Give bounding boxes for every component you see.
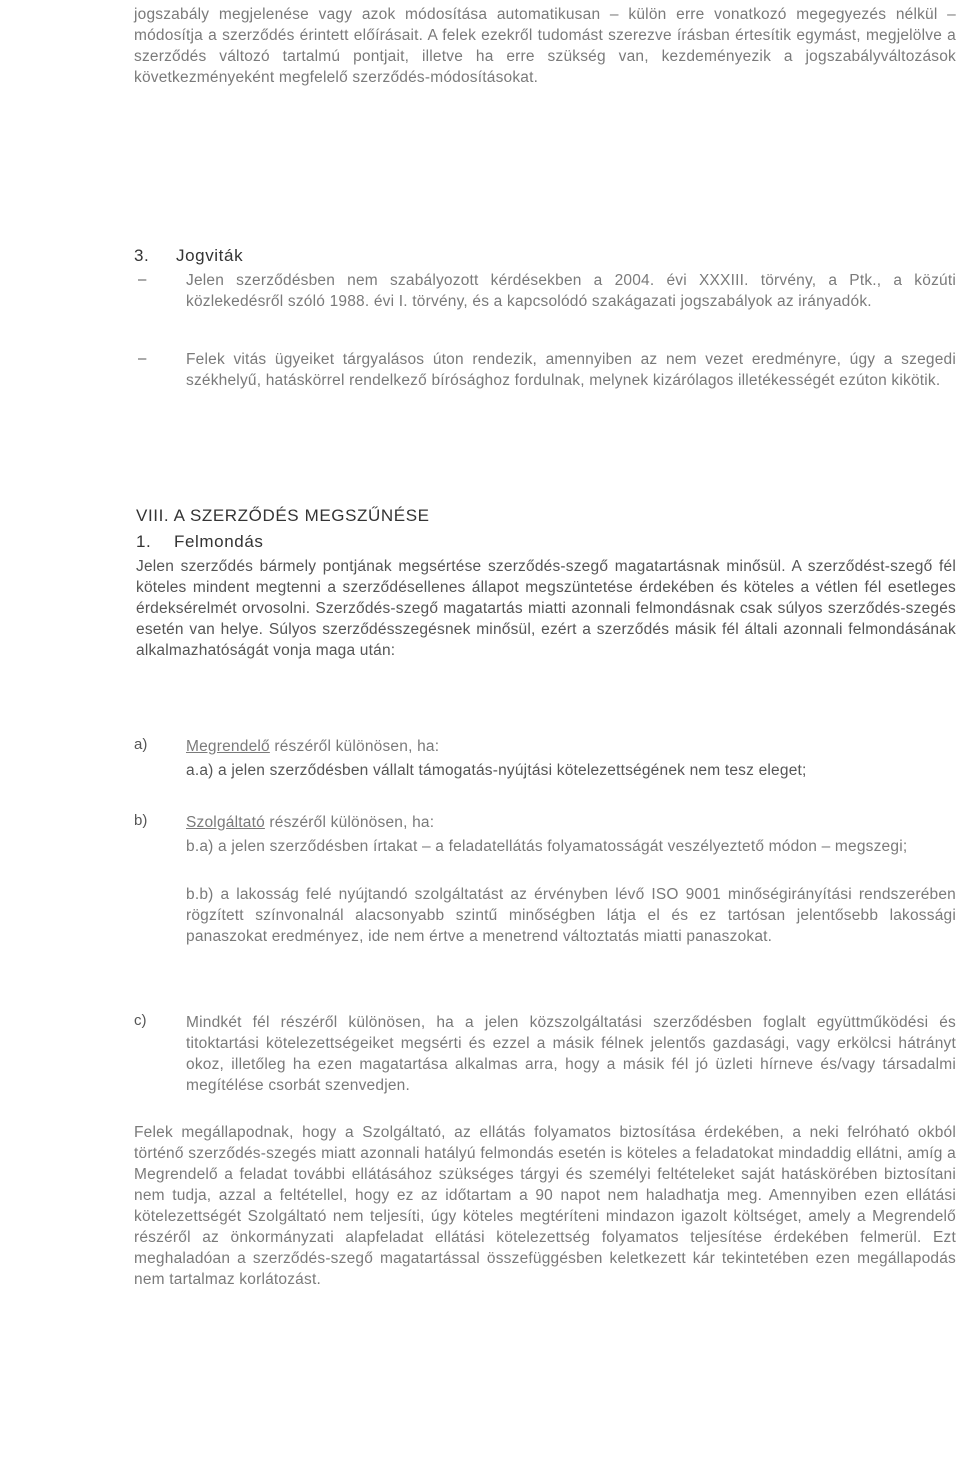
section-3-title: Jogviták (176, 246, 244, 265)
list-dash: – (138, 350, 147, 367)
jogvitak-item-1: Jelen szerződésben nem szabályozott kérdésekben a 2004. évi XXXIII. törvény, a Ptk., a közúti közlekedésről szóló 1988. évi I. törvény, és a kapcsolódó szakágazati jogszabályok az irányadók. (186, 272, 956, 310)
section-3-number: 3. (134, 246, 150, 265)
top-paragraph: jogszabály megjelenése vagy azok módosítása automatikusan – külön erre vonatkozó megegyezés nélkül – módosítja a szerződés érintett előírásait. A felek ezekről tudomást szerezve írásban értesítik egymást, megjelölve a szerződés változó tartalmú pontjait, illetve ha erre szükség van, kezdeményezik a jogszabályváltozások következményeként megfelelő szerződés-módosításokat. (134, 6, 956, 86)
item-b-a: b.a) a jelen szerződésben írtakat – a feladatellátás folyamatosságát veszélyeztető módon – megszegi; (186, 838, 908, 855)
felmondas-paragraph: Jelen szerződés bármely pontjának megsértése szerződés-szegő magatartásnak minősül. A szerződést-szegő fél köteles mindent megtenni a szerződésellenes állapot megszüntetése érdekében és köteles a vétlen fél esetleges érdeksérelmét orvosolni. Szerződés-szegő magatartás miatti azonnali felmondásnak csak súlyos szerződés-szegés esetén van helye. Súlyos szerződésszegésnek minősül, ezért a szerződés másik fél általi azonnali felmondásának alkalmazhatóságát vonja maga után: (136, 558, 956, 659)
final-paragraph: Felek megállapodnak, hogy a Szolgáltató, az ellátás folyamatos biztosítása érdekében, a neki felróható okból történő szerződés-szegés miatt azonnali hatályú felmondás esetén is köteles a feladatokat mindaddig ellátni, amíg a Megrendelő a feladat további ellátásához szükséges tárgyi és személyi feltételeket saját hatáskörében biztosítani nem tudja, azzal a feltétellel, hogy ez az időtartam a 90 napot nem haladhatja meg. Amennyiben ezen ellátási kötelezettségét Szolgáltató nem teljesíti, úgy köteles megtéríteni mindazon igazolt költséget, amely a Megrendelő részéről az önkormányzati alapfeladat ellátási kötelezettség folyamatos teljesítése érdekében felmerül. Ezt meghaladóan a szerződés-szegő magatartással összefüggésben keletkezett kár tekintetében ezen megállapodás nem tartalmaz korlátozást. (134, 1124, 956, 1288)
item-c-text: Mindkét fél részéről különösen, ha a jelen közszolgáltatási szerződésben foglalt együttműködési és titoktartási kötelezettségeiket megsérti és ezzel a másik félnek jelentős gazdasági, vagy erkölcsi hátrányt okoz, illetőleg ha ezen magatartása alkalmas arra, hogy a másik fél jó üzleti hírneve és/vagy társadalmi megítélése csorbát szenvedjen. (186, 1014, 956, 1094)
item-b-heading (186, 812, 956, 833)
section-8-1-title: Felmondás (174, 532, 264, 551)
section-8-1-number: 1. (136, 532, 152, 551)
list-dash: – (138, 271, 147, 288)
item-a-rest: részéről különösen, ha: (269, 738, 440, 755)
section-8-title: VIII. A SZERZŐDÉS MEGSZŰNÉSE (136, 506, 430, 525)
item-a-heading (186, 736, 956, 757)
item-a-a: a.a) a jelen szerződésben vállalt támogatás-nyújtási kötelezettségének nem tesz eleget; (186, 762, 807, 779)
item-b-rest: részéről különösen, ha: (264, 814, 435, 831)
jogvitak-item-2: Felek vitás ügyeiket tárgyalásos úton rendezik, amennyiben az nem vezet eredményre, úgy a szegedi székhelyű, hatáskörrel rendelkező bírósághoz fordulnak, melynek kizárólagos illetékességét ezúton kikötik. (186, 351, 956, 389)
item-a-marker: a) (134, 736, 148, 753)
party-szolgaltato: Szolgáltató (186, 814, 265, 831)
item-b-marker: b) (134, 812, 148, 829)
item-b-b: b.b) a lakosság felé nyújtandó szolgáltatást az érvényben lévő ISO 9001 minőségirányítási rendszerében rögzített színvonalnál alacsonyabb szintű minőségben látja el és ez tartósan jelentősebb lakossági panaszokat eredményez, ide nem értve a menetrend változtatás miatti panaszokat. (186, 886, 956, 945)
party-megrendelo: Megrendelő (186, 738, 270, 755)
item-c-marker: c) (134, 1012, 147, 1029)
